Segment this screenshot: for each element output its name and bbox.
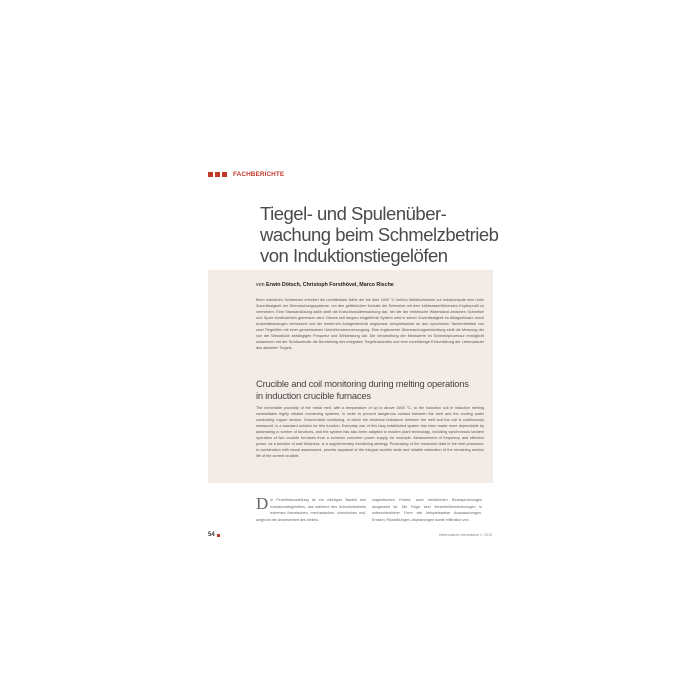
body-column-right [372,497,482,523]
english-title-line: Crucible and coil monitoring during melting operations [256,378,469,389]
article-title-line: wachung beim Schmelzbetrieb [260,224,499,245]
body-text-right: magnetischen Feldes, auch elektrischen Beanspruchungen ausgesetzt ist. Die Folge sind Verschleißerscheinungen in unterschiedlicher Form wie beispielsweise Auswaschungen, Erosion, Rissbildungen, Abplatzungen sowie Infiltration von [372,498,482,522]
english-title [256,378,496,402]
page-number [208,532,220,538]
article-title-line: von Induktionstiegelöfen [260,245,448,266]
authors-line [256,282,394,288]
section-label: FACHBERICHTE [233,171,285,178]
abstract-english: The immediate proximity of the metal melt, with a temperature of up to above 1600 °C, to the induction coil in inductive melting necessitates highly reliable monitoring systems, in order to prevent dangerous contact between the melt and the cooling water conducting copper section. Ground-fault monitoring, in which the electrical resistance between the melt and the coil is continuously measured, is a standard solution for this function. Everyday use of this long established system has been made more dependable by automating a number of functions, and the system has also been adapted to modern plant technology, including synchronous tandem operation of two crucible furnaces from a common converter power supply, for example. Measurement of frequency and effective power, as a function of wall thickness, is a supplementary monitoring strategy. Processing of the measured data in the melt processor, in combination with visual assessment, permits appraisal of the integral crucible state and reliable estimation of the remaining service life of the current crucible. [256,406,484,458]
body-column-left [256,494,366,523]
marker-square [222,172,227,177]
section-header [208,171,284,178]
body-text-left: ie Feuerfestzustellung ist ein wichtiges Bauteil des Induktionstiegelofens, das während des Schmelzbetriebs extremen thermischen, mechanischen, chemischen und, aufgrund der Anwesenheit des elektro- [256,498,366,522]
author-names: Erwin Dötsch, Christoph Forsthövel, Marco Rische [266,282,394,288]
page-number-marker [217,534,220,537]
drop-cap: D [256,494,269,513]
article-title [260,203,590,266]
article-title-line: Tiegel- und Spulenüber- [260,203,447,224]
authors-prefix: von [256,282,267,288]
english-title-line: in induction crucible furnaces [256,390,371,401]
abstract-german: Beim induktiven Schmelzen erfordert die unmittelbare Nähe der bis über 1600 °C heißen Metallschmelze zur Induktorspule eine hohe Zuverlässigkeit der Überwachungssysteme, um den gefährlichen Kontakt der Schmelze mit dem kühlwasserführenden Kupferprofil zu vermeiden. Eine Standardlösung dafür stellt die Erdschlussüberwachung dar, bei der der elektrische Widerstand zwischen Schmelze und Spule kontinuierlich gemessen wird. Dieses seit langem eingeführte System wird in seiner Zuverlässigkeit im Alltagseinsatz durch Automatisierungen verbessert und der modernen Anlagentechnik angepasst, beispielsweise an den synchronen Tandembetrieb von zwei Tiegelöfen mit einer gemeinsamen Umrichterstromversorgung. Eine ergänzende Überwachungseinrichtung stellt die Messung der von der Wanddicke abhängigen Frequenz und Wirkleistung dar. Die Verarbeitung der Messwerte im Schmelzprozessor ermöglicht zusammen mit der Sichtkontrolle die Beurteilung des integralen Tiegelzustandes und eine zuverlässige Einschätzung der Lebensdauer des aktuellen Tiegels. [256,298,484,350]
section-marker-squares [208,172,227,177]
journal-footer: elektrowärme international 1 / 2015 [439,533,492,537]
page-number-text: 54 [208,532,215,538]
marker-square [215,172,220,177]
marker-square [208,172,213,177]
